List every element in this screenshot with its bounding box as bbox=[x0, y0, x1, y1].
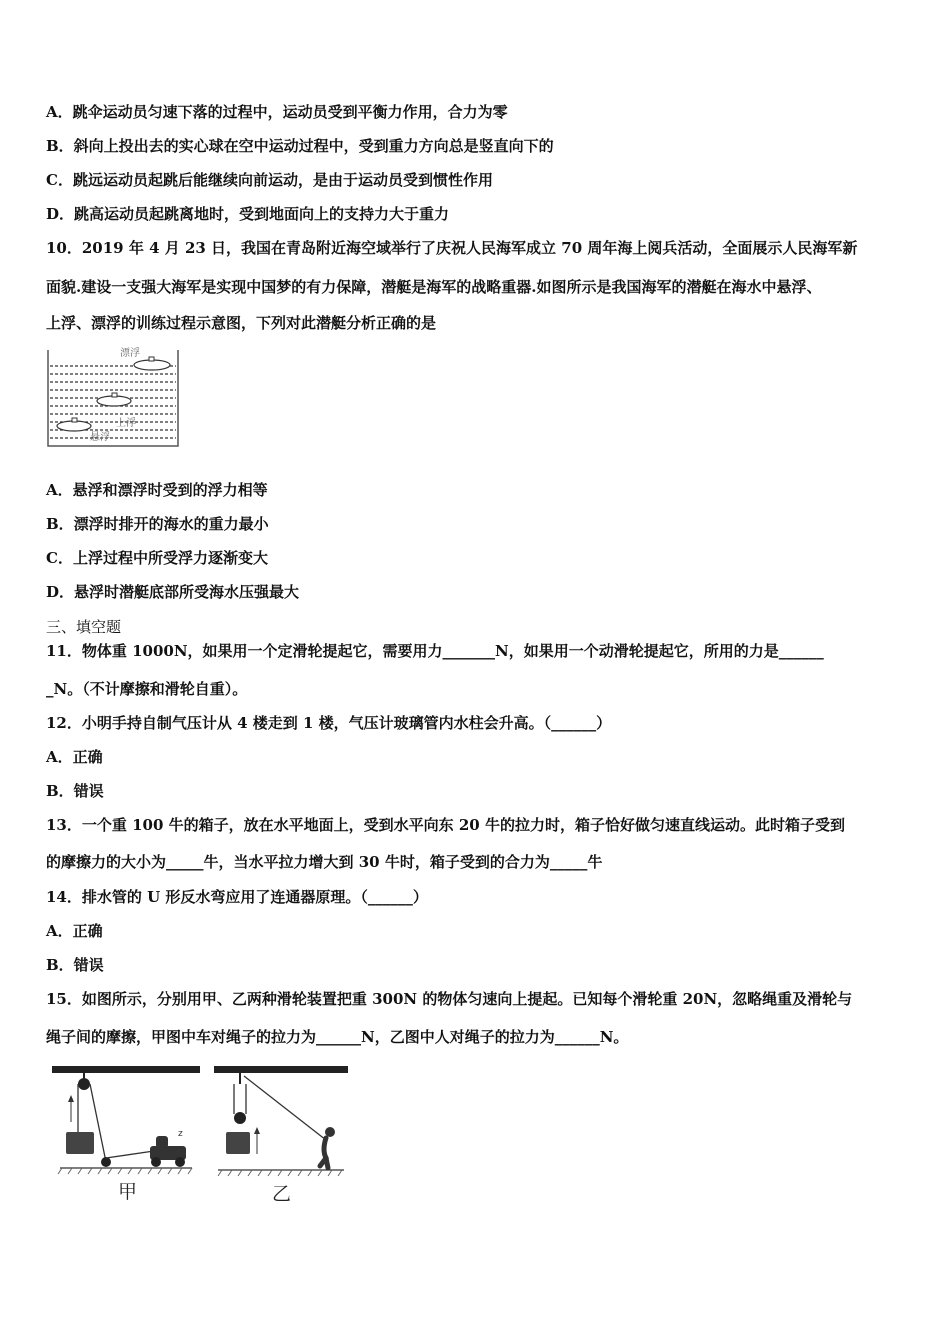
label-rise: 上浮 bbox=[116, 418, 136, 429]
q9-option-a: A．跳伞运动员匀速下落的过程中，运动员受到平衡力作用，合力为零 bbox=[46, 103, 508, 121]
q11-line-2: _N。（不计摩擦和滑轮自重）。 bbox=[46, 680, 248, 698]
q10-option-d: D．悬浮时潜艇底部所受海水压强最大 bbox=[46, 583, 300, 601]
q12-stem: 12．小明手持自制气压计从 4 楼走到 1 楼，气压计玻璃管内水柱会升高。（______） bbox=[46, 714, 612, 732]
vehicle-icon bbox=[150, 1129, 186, 1167]
q10-option-c: C．上浮过程中所受浮力逐渐变大 bbox=[46, 549, 268, 567]
label-jia: 甲 bbox=[118, 1181, 138, 1203]
q9-option-b: B．斜向上投出去的实心球在空中运动过程中，受到重力方向总是竖直向下的 bbox=[46, 137, 554, 155]
q10-option-b: B．漂浮时排开的海水的重力最小 bbox=[46, 515, 269, 533]
q12-option-a: A．正确 bbox=[46, 748, 103, 766]
pulley-figure-yi bbox=[210, 1062, 352, 1208]
q10-stem-line-2: 面貌.建设一支强大海军是实现中国梦的有力保障，潜艇是海军的战略重器.如图所示是我国海军的潜艇在海水中悬浮、 bbox=[46, 278, 822, 296]
fixed-pulley-icon bbox=[78, 1078, 90, 1090]
submarine-rise-icon bbox=[97, 393, 131, 406]
q15-line-1: 15．如图所示，分别用甲、乙两种滑轮装置把重 300N 的物体匀速向上提起。已知每个滑轮重 20N，忽略绳重及滑轮与 bbox=[46, 990, 853, 1008]
q10-stem-line-3: 上浮、漂浮的训练过程示意图，下列对此潜艇分析正确的是 bbox=[46, 314, 437, 332]
q15-line-2: 绳子间的摩擦，甲图中车对绳子的拉力为______N，乙图中人对绳子的拉力为______N。 bbox=[46, 1028, 629, 1046]
q10-option-a: A．悬浮和漂浮时受到的浮力相等 bbox=[46, 481, 268, 499]
q10-stem-line-1: 10．2019 年 4 月 23 日，我国在青岛附近海空域举行了庆祝人民海军成立 70 周年海上阅兵活动，全面展示人民海军新 bbox=[46, 239, 858, 257]
q11-line-1: 11．物体重 1000N，如果用一个定滑轮提起它，需要用力_______N，如果用一个动滑轮提起它，所用的力是______ bbox=[46, 642, 824, 660]
q14-stem: 14．排水管的 U 形反水弯应用了连通器原理。（______） bbox=[46, 888, 428, 906]
load-box-icon-2 bbox=[226, 1132, 250, 1154]
pulley-figure-jia bbox=[52, 1062, 202, 1208]
ground-pulley-icon bbox=[101, 1157, 111, 1167]
q9-option-c: C．跳远运动员起跳后能继续向前运动，是由于运动员受到惯性作用 bbox=[46, 171, 493, 189]
q14-option-b: B．错误 bbox=[46, 956, 104, 974]
q13-line-2: 的摩擦力的大小为_____牛，当水平拉力增大到 30 牛时，箱子受到的合力为_____牛 bbox=[46, 853, 603, 871]
svg-text:z: z bbox=[178, 1129, 183, 1139]
q13-line-1: 13．一个重 100 牛的箱子，放在水平地面上，受到水平向东 20 牛的拉力时，箱子恰好做匀速直线运动。此时箱子受到 bbox=[46, 816, 845, 834]
section-3-title: 三、填空题 bbox=[46, 618, 122, 636]
label-float: 漂浮 bbox=[120, 348, 140, 359]
label-yi: 乙 bbox=[272, 1183, 292, 1205]
q14-option-a: A．正确 bbox=[46, 922, 103, 940]
load-box-icon bbox=[66, 1132, 94, 1154]
person-icon bbox=[320, 1127, 335, 1168]
submarine-suspend-icon bbox=[57, 418, 91, 431]
q9-option-d: D．跳高运动员起跳离地时，受到地面向上的支持力大于重力 bbox=[46, 205, 450, 223]
q12-option-b: B．错误 bbox=[46, 782, 104, 800]
submarine-figure bbox=[44, 344, 184, 450]
movable-pulley-icon bbox=[234, 1112, 246, 1124]
label-suspend: 悬浮 bbox=[90, 432, 110, 443]
